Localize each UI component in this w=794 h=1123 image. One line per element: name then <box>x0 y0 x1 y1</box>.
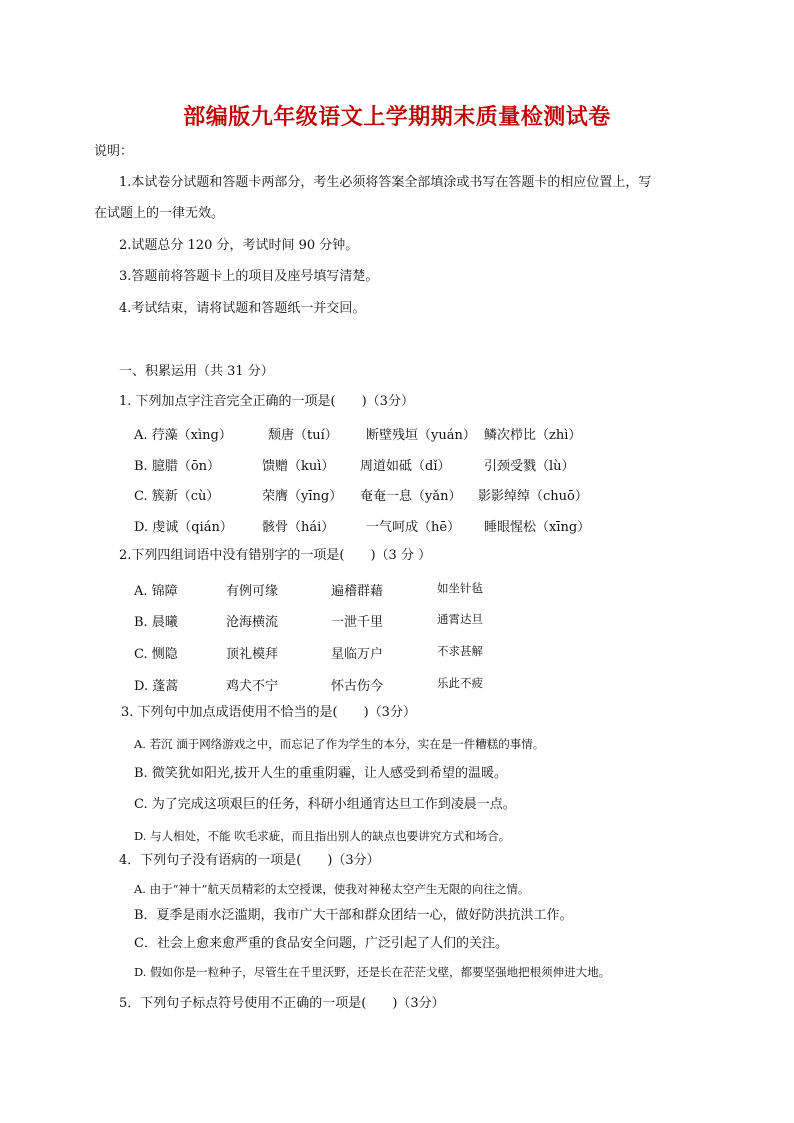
option-cell: A. 荇藻（xìng） <box>134 428 232 443</box>
instruction-4: 4.考试结束，请将试题和答题纸一并交回。 <box>119 301 366 316</box>
question-3-option-c: C. 为了完成这项艰巨的任务，科研小组通宵达旦工作到凌晨一点。 <box>134 797 516 812</box>
instructions-heading: 说明： <box>94 144 134 159</box>
option-cell: 星临万户 <box>331 647 384 662</box>
option-cell: D. 虔诚（qián） <box>134 520 233 535</box>
question-3-stem: 3. 下列句中加点成语使用不恰当的是( )（3分） <box>121 705 416 720</box>
option-cell: B. 晨曦 <box>134 615 178 630</box>
question-1-stem: 1. 下列加点字注音完全正确的一项是( )（3分） <box>119 394 414 409</box>
option-cell: A. 锦障 <box>134 584 178 599</box>
option-cell: 颓唐（tuí） <box>268 428 338 443</box>
question-2-stem: 2.下列四组词语中没有错别字的一项是( )（3 分 ） <box>119 548 432 563</box>
section-1-heading: 一、积累运用（共 31 分） <box>119 364 274 379</box>
option-cell: 睡眼惺松（xīng） <box>484 520 591 535</box>
option-cell: 周道如砥（dǐ） <box>360 459 451 474</box>
option-cell: 荣膺（yīng） <box>262 489 343 504</box>
question-3-option-a: A. 若沉 湎于网络游戏之中，而忘记了作为学生的本分，实在是一件糟糕的事情。 <box>134 737 545 751</box>
question-4-option-a: A. 由于“神十”航天员精彩的太空授课，使我对神秘太空产生无限的向往之情。 <box>134 882 530 896</box>
instruction-2: 2.试题总分 120 分，考试时间 90 分钟。 <box>119 238 359 253</box>
option-cell: 如坐针毡 <box>437 581 483 595</box>
instruction-1-line-2: 在试题上的一律无效。 <box>94 206 225 221</box>
option-cell: 乐此不疲 <box>437 676 483 690</box>
question-4-option-c: C．社会上愈来愈严重的食品安全问题，广泛引起了人们的关注。 <box>134 936 508 951</box>
option-cell: 引颈受戮（lù） <box>484 459 575 474</box>
option-cell: B. 臆腊（ōn） <box>134 459 221 474</box>
option-cell: 鸡犬不宁 <box>226 679 279 694</box>
option-cell: 断壁残垣（yuán） <box>366 428 476 443</box>
instruction-1-line-1: 1.本试卷分试题和答题卡两部分，考生必须将答案全部填涂或书写在答题卡的相应位置上，写 <box>119 175 652 190</box>
instruction-3: 3.答题前将答题卡上的项目及座号填写清楚。 <box>119 269 379 284</box>
option-cell: 一泄千里 <box>331 615 384 630</box>
option-cell: C. 簇新（cù） <box>134 489 220 504</box>
page-title: 部编版九年级语文上学期期末质量检测试卷 <box>183 105 611 130</box>
option-cell: 通霄达旦 <box>437 612 483 626</box>
question-3-option-d: D. 与人相处，不能 吹毛求疵，而且指出别人的缺点也要讲究方式和场合。 <box>134 829 511 843</box>
option-cell: 影影绰绰（chuō） <box>478 489 588 504</box>
question-3-option-b: B. 微笑犹如阳光,拔开人生的重重阴霾，让人感受到希望的温暖。 <box>134 766 507 781</box>
question-5-stem: 5．下列句子标点符号使用不正确的一项是( )（3分） <box>119 996 445 1011</box>
option-cell: 怀古伤今 <box>331 679 384 694</box>
option-cell: 有例可缘 <box>226 584 279 599</box>
option-cell: 遍稽群藉 <box>331 584 384 599</box>
option-cell: 沧海横流 <box>226 615 279 630</box>
option-cell: 馈赠（kuì） <box>262 459 335 474</box>
option-cell: 顶礼模拜 <box>226 647 279 662</box>
option-cell: 奄奄一息（yǎn） <box>360 489 462 504</box>
question-4-stem: 4．下列句子没有语病的一项是( )（3分） <box>119 853 380 868</box>
option-cell: 鳞次栉比（zhì） <box>484 428 582 443</box>
option-cell: 一气呵成（hē） <box>366 520 461 535</box>
question-4-option-d: D. 假如你是一粒种子，尽管生在千里沃野，还是长在茫茫戈壁，都要坚强地把根须伸进大地。 <box>134 965 611 979</box>
option-cell: C. 恻隐 <box>134 647 178 662</box>
option-cell: 骸骨（hái） <box>262 520 335 535</box>
question-4-option-b: B．夏季是雨水泛滥期，我市广大干部和群众团结一心，做好防洪抗洪工作。 <box>134 908 573 923</box>
option-cell: D. 蓬蒿 <box>134 679 179 694</box>
option-cell: 不求甚解 <box>437 644 483 658</box>
